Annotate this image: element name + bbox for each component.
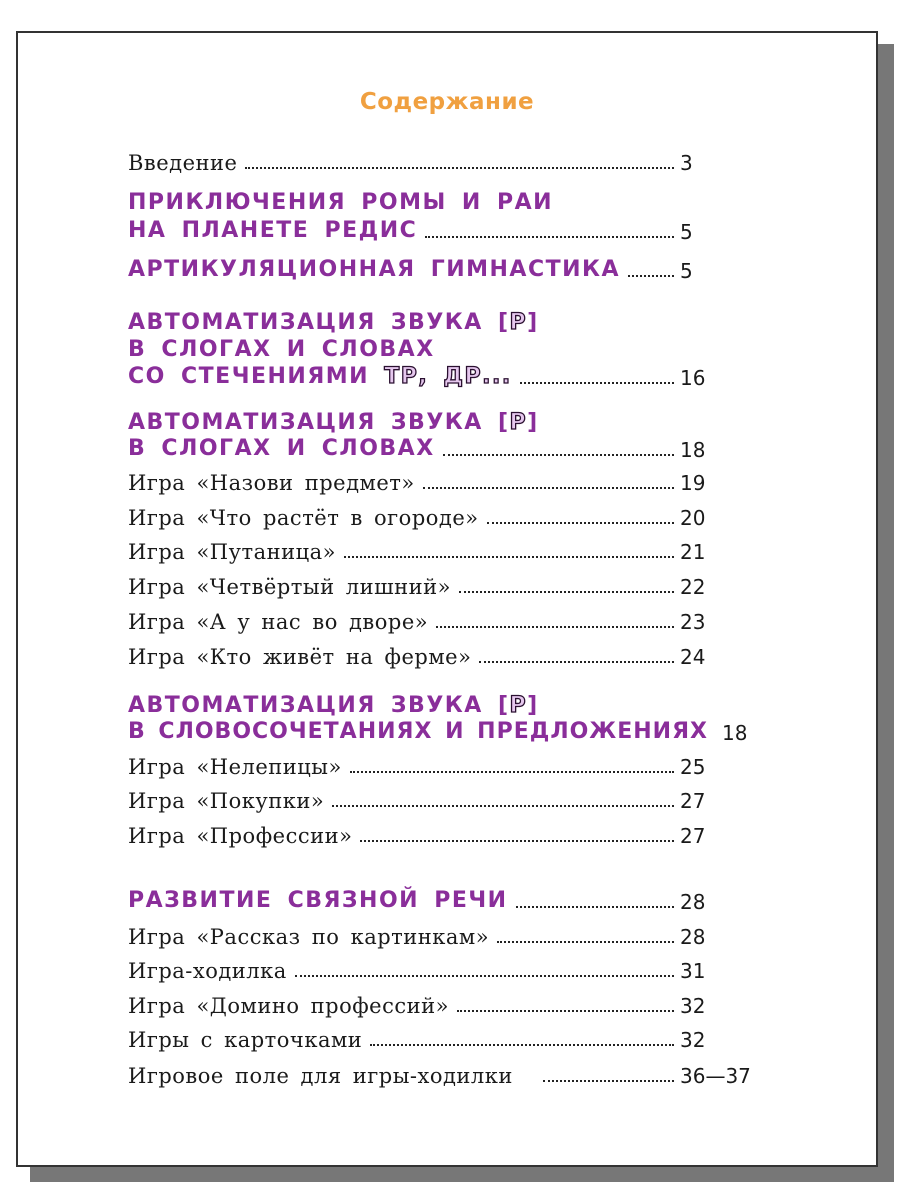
toc-page-number: 19 [680, 471, 706, 495]
toc-entry-label: Игра «Назови предмет» [128, 471, 415, 495]
toc-entry-label: Игра «Домино профессий» [128, 994, 449, 1018]
toc-entry-intro[interactable] [128, 151, 748, 175]
toc-entry-section-5[interactable] [128, 719, 748, 745]
toc-page-number: 18 [680, 438, 706, 462]
toc-entry[interactable] [128, 540, 748, 564]
leader-dots [628, 274, 674, 277]
leader-dots [423, 486, 674, 489]
section-heading: АРТИКУЛЯЦИОННАЯ ГИМНАСТИКА [128, 257, 621, 282]
toc-entry-section-4[interactable] [128, 436, 748, 462]
toc-page-number: 32 [680, 994, 706, 1018]
toc-entry[interactable] [128, 824, 748, 848]
leader-dots [344, 555, 674, 558]
toc-page-number: 27 [680, 789, 706, 813]
toc-entry-section-2[interactable] [128, 257, 748, 283]
toc-entry-label: Игра «Профессии» [128, 824, 353, 848]
section-heading: РАЗВИТИЕ СВЯЗНОЙ РЕЧИ [128, 888, 508, 913]
toc-page-number: 5 [680, 259, 693, 283]
bracket: [ [497, 310, 510, 335]
section-heading-line: В СЛОВОСОЧЕТАНИЯХ И ПРЕДЛОЖЕНИЯХ [128, 719, 708, 744]
sound-letter: Р [509, 310, 528, 335]
leader-dots [479, 660, 674, 663]
leader-dots [487, 521, 674, 524]
section-heading-line [128, 364, 512, 390]
toc-page-number: 5 [680, 220, 693, 244]
leader-dots [516, 905, 674, 908]
toc-page-number: 16 [680, 366, 706, 390]
toc-entry-label: Игры с карточками [128, 1028, 363, 1052]
toc-page-number: 23 [680, 610, 706, 634]
section-heading-line: В СЛОГАХ И СЛОВАХ [128, 337, 435, 362]
toc-entry-label: Игра «Покупки» [128, 789, 325, 813]
toc-entry[interactable] [128, 645, 748, 669]
bracket: [ [497, 410, 510, 435]
page-sheet [16, 31, 878, 1167]
leader-dots [497, 940, 674, 943]
toc-entry[interactable] [128, 610, 748, 634]
bracket: ] [527, 693, 539, 718]
sound-letter: Р [509, 693, 528, 718]
bracket: ] [527, 410, 539, 435]
sound-clusters: ТР, ДР... [384, 364, 512, 389]
leader-dots [245, 166, 674, 169]
toc-entry-label: Игра «Что растёт в огороде» [128, 506, 479, 530]
section-heading-line [128, 310, 539, 336]
toc-entry-label: Введение [128, 151, 238, 175]
leader-dots [457, 1009, 674, 1012]
toc-entry[interactable] [128, 925, 748, 949]
toc-entry-section-6[interactable] [128, 888, 748, 914]
toc-entry[interactable] [128, 1064, 751, 1088]
leader-dots [360, 839, 674, 842]
leader-dots [443, 453, 674, 456]
toc-entry[interactable] [128, 575, 748, 599]
toc-entry-label: Игра «Путаница» [128, 540, 336, 564]
section-heading-line: НА ПЛАНЕТЕ РЕДИС [128, 218, 418, 243]
leader-dots [459, 590, 674, 593]
leader-dots [295, 974, 674, 977]
leader-dots [350, 770, 674, 773]
toc-page-number: 36—37 [680, 1064, 751, 1088]
leader-dots [332, 804, 674, 807]
toc-entry-label: Игровое поле для игры-ходилки [128, 1064, 513, 1088]
toc-entry[interactable] [128, 789, 748, 813]
toc-page-number: 31 [680, 959, 706, 983]
page-title: Содержание [359, 89, 535, 115]
toc-page-number: 18 [721, 721, 748, 745]
leader-dots [543, 1079, 674, 1082]
leader-dots [425, 235, 674, 238]
bracket: [ [497, 693, 510, 718]
toc-entry[interactable] [128, 471, 748, 495]
toc-entry-label: Игра «А у нас во дворе» [128, 610, 429, 634]
bracket: ] [527, 310, 539, 335]
toc-entry[interactable] [128, 1028, 748, 1052]
section-heading-line [128, 693, 539, 719]
toc-page-number: 3 [680, 151, 693, 175]
toc-entry[interactable] [128, 959, 748, 983]
toc-page-number: 28 [680, 890, 706, 914]
toc-entry-label: Игра «Четвёртый лишний» [128, 575, 451, 599]
toc-page-number: 24 [680, 645, 706, 669]
toc-entry-label: Игра-ходилка [128, 959, 287, 983]
toc-entry-label: Игра «Рассказ по картинкам» [128, 925, 490, 949]
section-heading-text: АВТОМАТИЗАЦИЯ ЗВУКА [128, 310, 483, 335]
toc-entry-section-1[interactable] [128, 218, 748, 244]
toc-entry[interactable] [128, 755, 748, 779]
section-heading-text: СО СТЕЧЕНИЯМИ [128, 364, 370, 389]
sound-letter: Р [509, 410, 528, 435]
section-heading-line [128, 410, 539, 436]
toc-page-number: 27 [680, 824, 706, 848]
section-heading-text: АВТОМАТИЗАЦИЯ ЗВУКА [128, 410, 483, 435]
leader-dots [520, 381, 674, 384]
toc-entry-label: Игра «Кто живёт на ферме» [128, 645, 472, 669]
toc-page-number: 21 [680, 540, 706, 564]
leader-dots [436, 625, 674, 628]
toc-page-number: 25 [680, 755, 706, 779]
toc-page-number: 28 [680, 925, 706, 949]
toc-entry[interactable] [128, 994, 748, 1018]
toc-page-number: 32 [680, 1028, 706, 1052]
toc-entry-section-3[interactable] [128, 364, 748, 390]
toc-page-number: 22 [680, 575, 706, 599]
section-heading-line: В СЛОГАХ И СЛОВАХ [128, 436, 435, 461]
section-heading-line: ПРИКЛЮЧЕНИЯ РОМЫ И РАИ [128, 190, 554, 215]
leader-dots [370, 1043, 674, 1046]
toc-entry-label: Игра «Нелепицы» [128, 755, 342, 779]
section-heading-text: АВТОМАТИЗАЦИЯ ЗВУКА [128, 693, 483, 718]
toc-page-number: 20 [680, 506, 706, 530]
toc-entry[interactable] [128, 506, 748, 530]
